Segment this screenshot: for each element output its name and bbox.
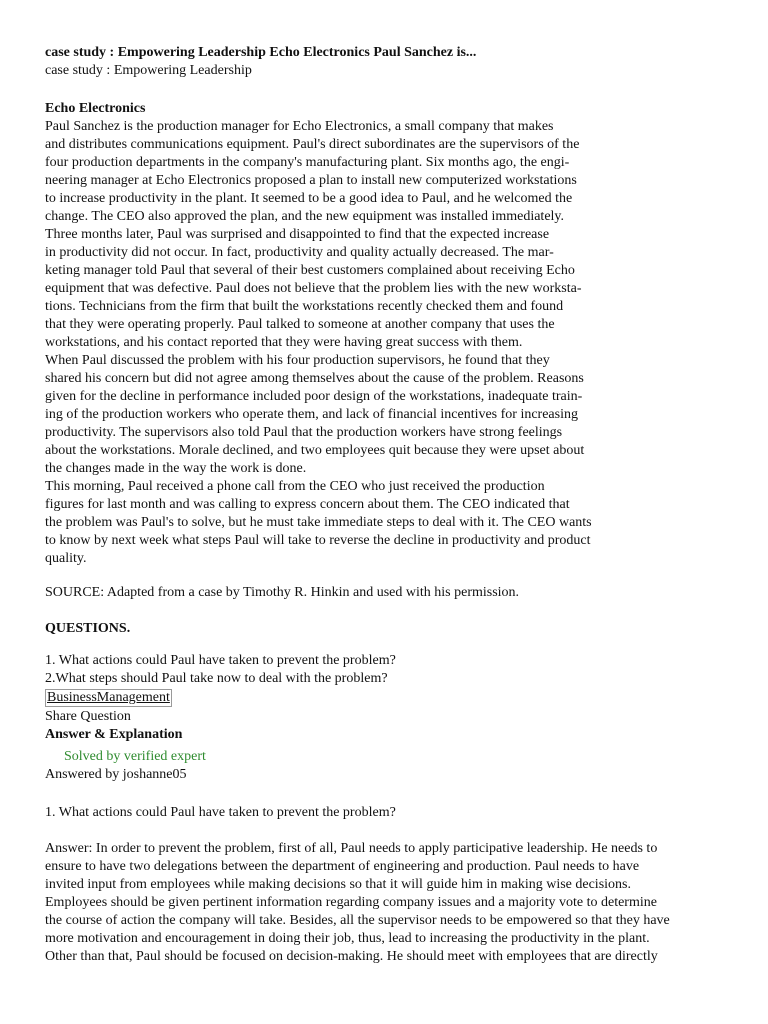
text-line: the problem was Paul's to solve, but he must take immediate steps to deal with it. The CEO wants xyxy=(45,515,592,530)
text-line: ing of the production workers who operate them, and lack of financial incentives for increasing xyxy=(45,407,578,422)
text-line: quality. xyxy=(45,551,87,566)
question-item: 2.What steps should Paul take now to deal with the problem? xyxy=(45,671,388,686)
text-line: Three months later, Paul was surprised and disappointed to find that the expected increase xyxy=(45,227,550,242)
text-line: tions. Technicians from the firm that built the workstations recently checked them and found xyxy=(45,299,564,314)
questions-list xyxy=(45,652,745,688)
text-line: productivity. The supervisors also told Paul that the production workers have strong feelings xyxy=(45,425,563,440)
text-line: When Paul discussed the problem with his four production supervisors, he found that they xyxy=(45,353,550,368)
document-title: case study : Empowering Leadership Echo Electronics Paul Sanchez is... xyxy=(45,45,477,60)
text-line: equipment that was defective. Paul does not believe that the problem lies with the new worksta- xyxy=(45,281,582,296)
text-line: This morning, Paul received a phone call from the CEO who just received the production xyxy=(45,479,545,494)
text-line: to know by next week what steps Paul will take to reverse the decline in productivity and product xyxy=(45,533,591,548)
text-line: Paul Sanchez is the production manager for Echo Electronics, a small company that makes xyxy=(45,119,554,134)
text-line: workstations, and his contact reported that they were having great success with them. xyxy=(45,335,523,350)
case-paragraph-1 xyxy=(45,118,745,352)
case-heading: Echo Electronics xyxy=(45,101,146,116)
text-line: shared his concern but did not agree among themselves about the cause of the problem. Reasons xyxy=(45,371,584,386)
document-page xyxy=(45,44,745,966)
document-subtitle: case study : Empowering Leadership xyxy=(45,63,252,78)
answered-by: Answered by joshanne05 xyxy=(45,767,187,782)
answer-body xyxy=(45,840,745,966)
text-line: invited input from employees while making decisions so that it will guide him in making wise decisions. xyxy=(45,877,631,892)
question-item: 1. What actions could Paul have taken to prevent the problem? xyxy=(45,653,396,668)
case-paragraph-2 xyxy=(45,352,745,478)
subject-tag-link[interactable]: BusinessManagement xyxy=(47,690,170,705)
text-line: that they were operating properly. Paul talked to someone at another company that uses the xyxy=(45,317,555,332)
text-line: to increase productivity in the plant. It seemed to be a good idea to Paul, and he welcomed the xyxy=(45,191,573,206)
answer-question-repeat: 1. What actions could Paul have taken to prevent the problem? xyxy=(45,805,396,820)
text-line: keting manager told Paul that several of their best customers complained about receiving Echo xyxy=(45,263,575,278)
text-line: Employees should be given pertinent information regarding company issues and a majority vote to determine xyxy=(45,895,657,910)
text-line: Other than that, Paul should be focused on decision-making. He should meet with employees that are directly xyxy=(45,949,658,964)
text-line: ensure to have two delegations between the department of engineering and production. Paul needs to have xyxy=(45,859,640,874)
questions-heading: QUESTIONS. xyxy=(45,621,131,636)
source-note: SOURCE: Adapted from a case by Timothy R. Hinkin and used with his permission. xyxy=(45,585,520,600)
text-line: about the workstations. Morale declined, and two employees quit because they were upset about xyxy=(45,443,585,458)
text-line: the changes made in the way the work is done. xyxy=(45,461,307,476)
text-line: change. The CEO also approved the plan, and the new equipment was installed immediately. xyxy=(45,209,565,224)
case-paragraph-3 xyxy=(45,478,745,568)
text-line: Answer: In order to prevent the problem, first of all, Paul needs to apply participative leadership. He needs to xyxy=(45,841,658,856)
tag-row xyxy=(45,688,745,708)
share-question-link[interactable]: Share Question xyxy=(45,709,131,724)
text-line: in productivity did not occur. In fact, productivity and quality actually decreased. The mar- xyxy=(45,245,554,260)
text-line: four production departments in the company's manufacturing plant. Six months ago, the engi- xyxy=(45,155,570,170)
text-line: and distributes communications equipment. Paul's direct subordinates are the supervisors of the xyxy=(45,137,580,152)
text-line: the course of action the company will take. Besides, all the supervisor needs to be empowered so that they have xyxy=(45,913,670,928)
text-line: figures for last month and was calling to express concern about them. The CEO indicated that xyxy=(45,497,570,512)
text-line: neering manager at Echo Electronics proposed a plan to install new computerized workstations xyxy=(45,173,577,188)
text-line: more motivation and encouragement in doing their job, thus, lead to increasing the productivity in the plant. xyxy=(45,931,650,946)
text-line: given for the decline in performance included poor design of the workstations, inadequate train- xyxy=(45,389,583,404)
answer-heading: Answer & Explanation xyxy=(45,727,183,742)
verified-badge: Solved by verified expert xyxy=(64,749,206,764)
